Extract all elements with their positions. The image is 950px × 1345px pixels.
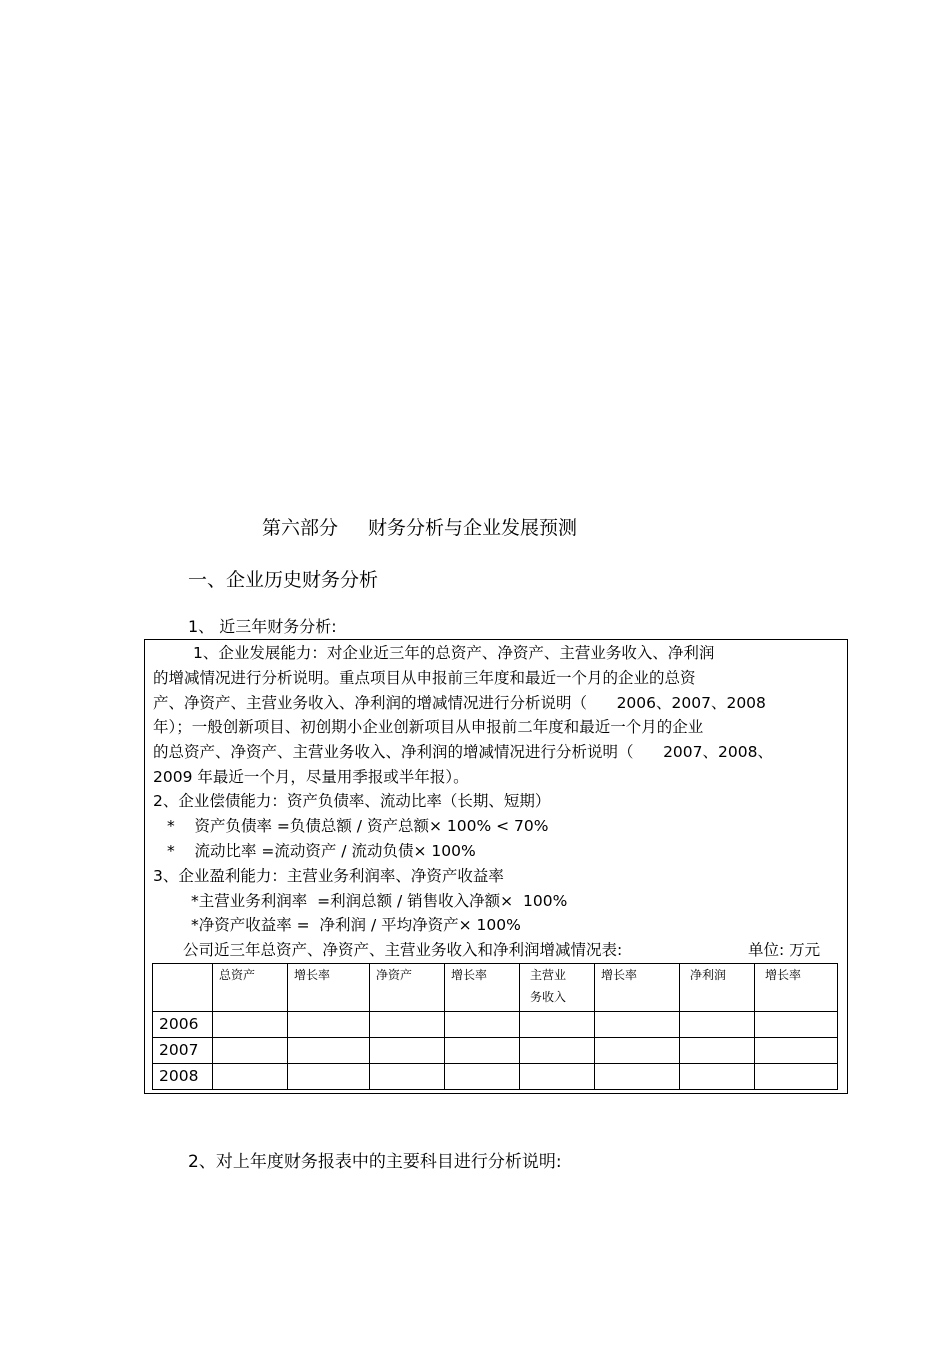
table-cell: [213, 1012, 288, 1038]
box-line: 2、企业偿债能力：资产负债率、流动比率（长期、短期）: [153, 792, 551, 810]
box-line: 的增减情况进行分析说明。重点项目从申报前三年度和最近一个月的企业的总资: [153, 669, 696, 687]
header-cell: [153, 964, 213, 1012]
header-cell: 增长率: [595, 964, 680, 1012]
header-cell: 净资产: [370, 964, 445, 1012]
table-cell: [755, 1038, 838, 1064]
table-cell: [213, 1038, 288, 1064]
section-title: 一、企业历史财务分析: [188, 569, 379, 591]
box-line: * 资产负债率 =负债总额 / 资产总额× 100% < 70%: [167, 817, 549, 835]
box-line: 2009 年最近一个月，尽量用季报或半年报）。: [153, 768, 469, 786]
box-line: 的总资产、净资产、主营业务收入、净利润的增减情况进行分析说明（ 2007、2008、: [153, 743, 773, 761]
table-cell: [595, 1012, 680, 1038]
table-row: [153, 1064, 838, 1090]
header-cell: 增长率: [288, 964, 370, 1012]
year-cell: 2007: [153, 1038, 213, 1064]
box-line: 产、净资产、主营业务收入、净利润的增减情况进行分析说明（ 2006、2007、2008: [153, 694, 766, 712]
unit-label: 单位: 万元: [748, 941, 821, 959]
header-cell-line: 主营业: [530, 968, 567, 982]
year-cell: 2008: [153, 1064, 213, 1090]
table-cell: [680, 1064, 755, 1090]
box-line: * 流动比率 =流动资产 / 流动负债× 100%: [167, 842, 476, 860]
box-line: 1、企业发展能力：对企业近三年的总资产、净资产、主营业务收入、净利润: [193, 644, 715, 662]
table-caption: 公司近三年总资产、净资产、主营业务收入和净利润增减情况表:: [183, 941, 623, 959]
table-row: [153, 1012, 838, 1038]
header-cell: 增长率: [755, 964, 838, 1012]
table-cell: [595, 1064, 680, 1090]
box-line: 3、企业盈利能力：主营业务利润率、净资产收益率: [153, 867, 504, 885]
table-cell: [755, 1064, 838, 1090]
header-cell: 总资产: [213, 964, 288, 1012]
table-cell: [370, 1012, 445, 1038]
financial-table: [152, 963, 838, 1090]
box-line: 年）；一般创新项目、初创期小企业创新项目从申报前二年度和最近一个月的企业: [153, 718, 704, 736]
table-cell: [680, 1012, 755, 1038]
subsection-heading-1: 1、 近三年财务分析:: [188, 617, 337, 636]
table-cell: [370, 1064, 445, 1090]
subsection-heading-2: 2、对上年度财务报表中的主要科目进行分析说明:: [188, 1152, 562, 1172]
year-cell: 2006: [153, 1012, 213, 1038]
part-title: [262, 513, 577, 540]
box-line: *主营业务利润率 =利润总额 / 销售收入净额× 100%: [191, 892, 568, 910]
header-cell-line: 务收入: [530, 990, 567, 1004]
table-cell: [445, 1012, 520, 1038]
table-cell: [445, 1064, 520, 1090]
table-cell: [213, 1064, 288, 1090]
table-cell: [288, 1012, 370, 1038]
table-cell: [520, 1064, 595, 1090]
table-cell: [288, 1064, 370, 1090]
table-cell: [288, 1038, 370, 1064]
header-cell: 净利润: [680, 964, 755, 1012]
table-cell: [520, 1012, 595, 1038]
part-heading: 财务分析与企业发展预测: [368, 517, 578, 539]
box-line: *净资产收益率 = 净利润 / 平均净资产× 100%: [191, 916, 521, 934]
table-cell: [680, 1038, 755, 1064]
part-number: 第六部分: [262, 517, 339, 539]
table-cell: [520, 1038, 595, 1064]
table-header-row: [153, 964, 838, 1012]
table-cell: [595, 1038, 680, 1064]
header-cell: 增长率: [445, 964, 520, 1012]
table-cell: [370, 1038, 445, 1064]
table-cell: [445, 1038, 520, 1064]
header-cell: [520, 964, 595, 1012]
table-row: [153, 1038, 838, 1064]
table-cell: [755, 1012, 838, 1038]
